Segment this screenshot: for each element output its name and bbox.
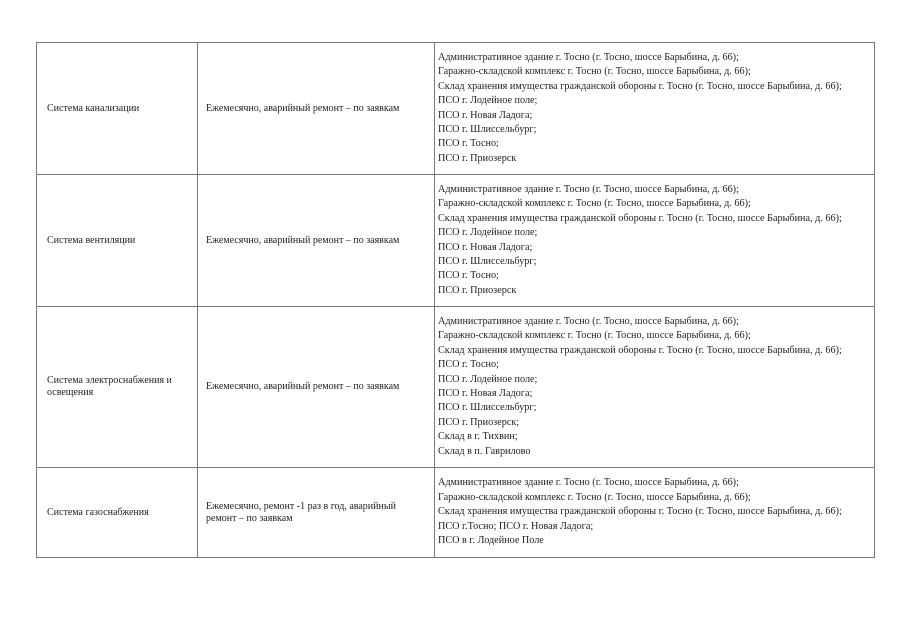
system-name: Система канализации — [47, 102, 140, 114]
list-item: ПСО г. Приозерск — [438, 284, 517, 296]
list-item: ПСО г. Тосно; — [438, 138, 499, 150]
list-item: Гаражно-складской комплекс г. Тосно (г. Тосно, шоссе Барыбина, д. 66); — [438, 330, 751, 342]
frequency-text: Ежемесячно, аварийный ремонт – по заявкам — [206, 234, 400, 246]
maintenance-table — [36, 42, 875, 558]
system-name: Система электроснабжения и освещения — [47, 375, 172, 398]
system-name: Система вентиляции — [47, 234, 136, 246]
list-item: ПСО г. Новая Ладога; — [438, 388, 533, 399]
table-row — [37, 468, 875, 558]
locations-list — [435, 51, 874, 166]
system-name: Система газоснабжения — [47, 506, 149, 518]
frequency-cell — [198, 43, 435, 175]
system-cell — [37, 468, 198, 558]
locations-cell — [435, 468, 875, 558]
list-item: Склад хранения имущества гражданской обороны г. Тосно (г. Тосно, шоссе Барыбина, д. 66); — [438, 344, 842, 356]
table-row — [37, 307, 875, 468]
list-item: ПСО г. Тосно; — [438, 270, 499, 282]
list-item: Гаражно-складской комплекс г. Тосно (г. Тосно, шоссе Барыбина, д. 66); — [438, 66, 751, 78]
frequency-text: Ежемесячно, аварийный ремонт – по заявкам — [206, 381, 400, 392]
list-item: ПСО г. Лодейное поле; — [438, 95, 538, 107]
list-item: Склад в п. Гаврилово — [438, 445, 531, 457]
system-cell — [37, 307, 198, 468]
locations-list — [435, 315, 874, 459]
list-item: ПСО г. Шлиссельбург; — [438, 255, 537, 267]
table-row — [37, 43, 875, 175]
table-row — [37, 175, 875, 307]
list-item: ПСО г. Новая Ладога; — [438, 109, 533, 121]
locations-list — [435, 476, 874, 548]
system-cell — [37, 43, 198, 175]
list-item: Склад хранения имущества гражданской обороны г. Тосно (г. Тосно, шоссе Барыбина, д. 66); — [438, 506, 842, 518]
locations-cell — [435, 175, 875, 307]
frequency-text: Ежемесячно, ремонт -1 раз в год, аварийный ремонт – по заявкам — [206, 500, 396, 524]
list-item: Склад хранения имущества гражданской обороны г. Тосно (г. Тосно, шоссе Барыбина, д. 66); — [438, 80, 842, 92]
list-item: ПСО г. Шлиссельбург; — [438, 402, 537, 414]
frequency-cell — [198, 175, 435, 307]
list-item: ПСО г. Лодейное поле; — [438, 227, 538, 239]
list-item: ПСО г. Приозерск — [438, 152, 517, 164]
frequency-cell — [198, 307, 435, 468]
list-item: ПСО г. Шлиссельбург; — [438, 123, 537, 135]
list-item: Административное здание г. Тосно (г. Тосно, шоссе Барыбина, д. 66); — [438, 315, 739, 327]
list-item: Склад в г. Тихвин; — [438, 431, 518, 443]
list-item: Гаражно-складской комплекс г. Тосно (г. Тосно, шоссе Барыбина, д. 66); — [438, 491, 751, 503]
list-item: ПСО г. Тосно; — [438, 359, 499, 371]
list-item: Склад хранения имущества гражданской обороны г. Тосно (г. Тосно, шоссе Барыбина, д. 66); — [438, 212, 842, 224]
list-item: Гаражно-складской комплекс г. Тосно (г. Тосно, шоссе Барыбина, д. 66); — [438, 198, 751, 210]
list-item: ПСО г.Тосно; ПСО г. Новая Ладога; — [438, 520, 594, 532]
list-item: Административное здание г. Тосно (г. Тосно, шоссе Барыбина, д. 66); — [438, 477, 739, 489]
list-item: ПСО г. Новая Ладога; — [438, 241, 533, 253]
list-item: Административное здание г. Тосно (г. Тосно, шоссе Барыбина, д. 66); — [438, 183, 739, 195]
list-item: ПСО в г. Лодейное Поле — [438, 535, 544, 547]
list-item: Административное здание г. Тосно (г. Тосно, шоссе Барыбина, д. 66); — [438, 51, 739, 63]
locations-list — [435, 183, 874, 298]
system-cell — [37, 175, 198, 307]
list-item: ПСО г. Лодейное поле; — [438, 373, 538, 385]
frequency-text: Ежемесячно, аварийный ремонт – по заявкам — [206, 102, 400, 114]
list-item: ПСО г. Приозерск; — [438, 416, 520, 428]
locations-cell — [435, 307, 875, 468]
frequency-cell — [198, 468, 435, 558]
locations-cell — [435, 43, 875, 175]
